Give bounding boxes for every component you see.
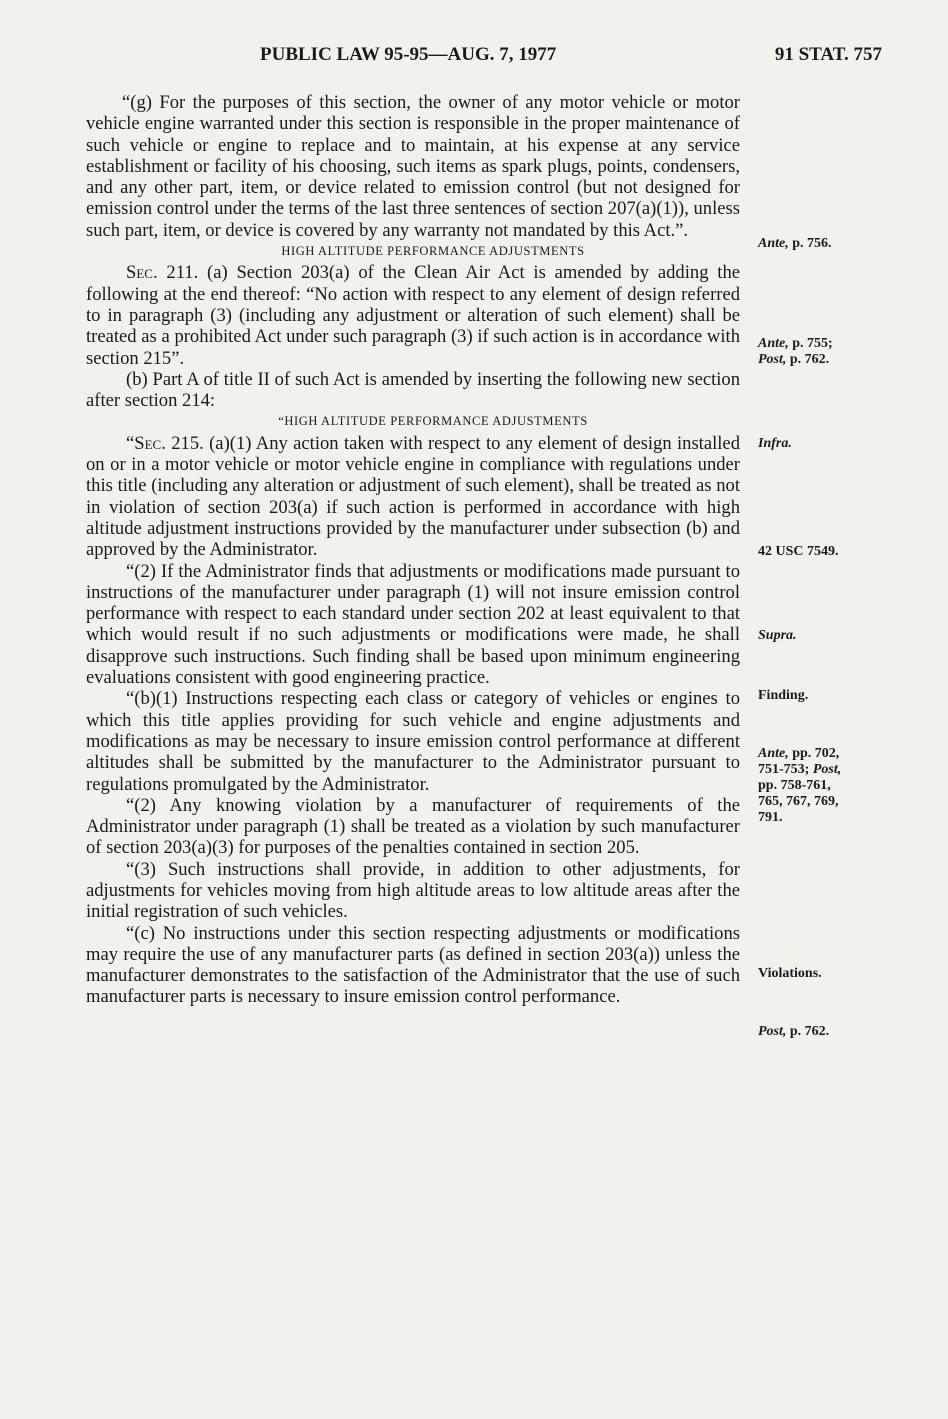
margin-note-ante-755: [758, 336, 888, 368]
margin-text: 765, 767, 769,: [758, 794, 839, 809]
margin-text: p. 762.: [786, 352, 830, 367]
margin-ital: Post,: [758, 352, 787, 367]
margin-text: 751-753;: [758, 762, 813, 777]
margin-text: pp. 702,: [788, 746, 840, 761]
margin-ital: Infra.: [758, 436, 792, 451]
margin-ital: Ante,: [758, 746, 789, 761]
sec-label: “Sec.: [126, 432, 166, 454]
paragraph-sec215-c: “(c) No instructions under this section respecting adjustments or modifications may require the use of any manufacturer parts (as defined in section 203(a)) unless the manufacturer demonstrates to the satisfaction of the Administrator that the use of such manufacturer parts is necessary to insure emission control performance.: [86, 922, 740, 1008]
sec215-a1-text: 215. (a)(1) Any action taken with respect to any element of design installed on or in a motor vehicle or motor vehicle engine in compliance with regulations under this title (including any alteration or adjustment of such element), shall be treated as not in violation of section 203(a) if such action is performed in accordance with high altitude adjustment instructions provided by the manufacturer under subsection (b) and approved by the Administrator.: [86, 432, 740, 561]
body-text: [86, 92, 740, 1008]
margin-ital: Ante,: [758, 236, 789, 251]
margin-note-post-762: [758, 1024, 888, 1040]
paragraph-sec211-a: [86, 262, 740, 368]
margin-note-usc: 42 USC 7549.: [758, 544, 839, 559]
margin-ital: Post,: [812, 762, 842, 777]
paragraph-sec215-b2: “(2) Any knowing violation by a manufacturer of requirements of the Administrator under paragraph (1) shall be treated as a violation by such manufacturer of section 203(a)(3) for purposes of the penalties contained in section 205.: [86, 794, 740, 859]
margin-text: p. 756.: [788, 236, 832, 251]
margin-text: pp. 758-761,: [758, 778, 831, 793]
sec211-a-text: 211. (a) Section 203(a) of the Clean Air Act is amended by adding the following at the end thereof: “No action with respect to any element of design referred to in paragraph (3) (including any adjustment or alteration of such element) shall be treated as a prohibited Act under such paragraph (3) if such action is in accordance with section 215”.: [86, 262, 740, 369]
paragraph-sec215-a2: “(2) If the Administrator finds that adjustments or modifications made pursuant to instructions of the manufacturer under paragraph (1) will not insure emission control performance with respect to each standard under section 202 at least equivalent to that which would result if no such adjustments or modifications were made, he shall disapprove such instructions. Such finding shall be based upon minimum engineering evaluations consistent with good engineering practice.: [86, 560, 740, 689]
paragraph-g: “(g) For the purposes of this section, the owner of any motor vehicle or motor vehicle engine warranted under this section is responsible in the proper maintenance of such vehicle or engine to replace and to maintain, at his expense at any service establishment or facility of his choosing, such items as spark plugs, points, condensers, and any other part, item, or device related to emission control (but not designed for emission control under the terms of the last three sentences of section 207(a)(1)), unless such part, item, or device is covered by any warranty not mandated by this Act.”.: [86, 92, 740, 241]
margin-text: 791.: [758, 810, 783, 825]
section-heading: HIGH ALTITUDE PERFORMANCE ADJUSTMENTS: [281, 244, 585, 259]
paragraph-sec215-b3: “(3) Such instructions shall provide, in addition to other adjustments, for adjustments for vehicles moving from high altitude areas to low altitude areas after the initial registration of such vehicles.: [86, 858, 740, 923]
margin-note-ante-702: [758, 746, 888, 826]
margin-note-finding: Finding.: [758, 688, 809, 703]
paragraph-sec215-a1: [86, 433, 740, 561]
margin-note-violations: Violations.: [758, 966, 822, 981]
paragraph-sec215-b1: “(b)(1) Instructions respecting each class or category of vehicles or engines to which this title applies providing for such vehicle and engine adjustments and modifications as may be necessary to insure emission control performance at different altitudes shall be submitted by the manufacturer to the Administrator pursuant to regulations promulgated by the Administrator.: [86, 688, 740, 795]
page-header: [260, 44, 908, 74]
margin-note-supra: [758, 628, 888, 644]
paragraph-sec211-b: (b) Part A of title II of such Act is amended by inserting the following new section after section 214:: [86, 368, 740, 412]
margin-text: p. 762.: [786, 1024, 830, 1039]
margin-ital: Ante,: [758, 336, 789, 351]
margin-note-infra: [758, 436, 888, 452]
margin-ital: Supra.: [758, 628, 797, 643]
header-title: PUBLIC LAW 95-95—AUG. 7, 1977: [260, 44, 557, 65]
sec-label: Sec.: [126, 262, 158, 284]
margin-note-ante-756: [758, 236, 888, 252]
header-statute-page: 91 STAT. 757: [774, 44, 882, 65]
margin-ital: Post,: [758, 1024, 787, 1039]
inserted-section-heading: “HIGH ALTITUDE PERFORMANCE ADJUSTMENTS: [278, 414, 588, 429]
margin-text: p. 755;: [788, 336, 833, 351]
